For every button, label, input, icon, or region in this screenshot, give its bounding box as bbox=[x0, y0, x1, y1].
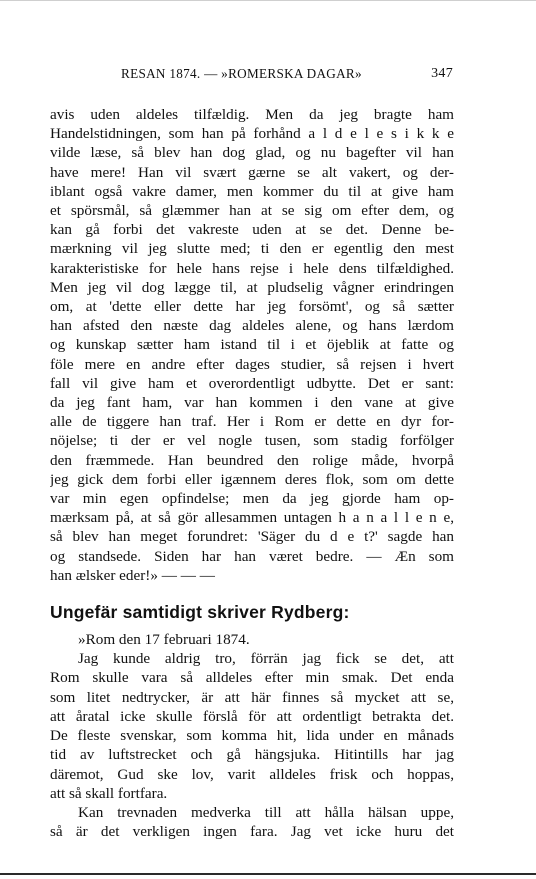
text-line: mærkning vil jeg slutte med; ti den er egentlig den mest bbox=[50, 240, 454, 258]
text-line: Men jeg vil dog lægge til, at pludselig vågner erindringen bbox=[50, 278, 454, 296]
text-line: nöjelse; ti der er vel nogle tusen, som stadig forfölger bbox=[50, 432, 454, 450]
page-number: 347 bbox=[431, 66, 453, 81]
text-line: tid av luftstrecket och gå hängsjuka. Hitintills har jag bbox=[50, 746, 454, 764]
paragraph-rydberg-letter bbox=[50, 649, 454, 803]
page-body bbox=[50, 105, 454, 841]
text-line: Kan trevnaden medverka till att hålla hälsan uppe, bbox=[78, 803, 454, 821]
text-line: mærksam på, at så gör allesammen untagen h a n a l l e n e, bbox=[50, 509, 454, 527]
text-line: iblant også vakre damer, men kommer du til at give ham bbox=[50, 182, 454, 200]
text-line: avis uden aldeles tilfældig. Men da jeg bragte ham bbox=[50, 106, 454, 123]
text-line: et spörsmål, så glæmmer han at se sig om efter dem, og bbox=[50, 202, 454, 220]
text-line: föle mere en andre efter dages studier, så rejsen i hvert bbox=[50, 355, 454, 373]
text-line: vilde læse, så blev han dog glad, og nu bagefter vil han bbox=[50, 144, 454, 162]
text-line: have mere! Han vil svært gærne se alt vakert, og der- bbox=[50, 163, 454, 181]
text-line: han ælsker eder!» — — — bbox=[50, 566, 215, 584]
text-line: om, at 'dette eller dette har jeg forsömt', og så sætter bbox=[50, 298, 454, 316]
text-line: kan gå forbi det vakreste uden at se det. Denne be- bbox=[50, 221, 454, 239]
paragraph-continuation bbox=[50, 803, 454, 841]
running-title: RESAN 1874. — »ROMERSKA DAGAR» bbox=[121, 66, 362, 81]
text-line: fall vil give ham et overordentligt udbytte. Det er sant: bbox=[50, 374, 454, 392]
paragraph-letter-continuation bbox=[50, 105, 454, 585]
text-line: att så skall fortfara. bbox=[50, 784, 168, 802]
text-line: den fræmmede. Han beundred den rolige måde, hvorpå bbox=[50, 451, 454, 469]
text-line: og kunskap sætter ham istand til i et öjeblik at fatte og bbox=[50, 336, 454, 354]
text-line: däremot, Gud ske lov, varit alldeles frisk och hoppas, bbox=[50, 765, 454, 783]
text-line: så är det verkligen ingen fara. Jag vet icke huru det bbox=[50, 823, 454, 841]
text-line: De fleste svenskar, som komma hit, lida under en månads bbox=[50, 727, 454, 745]
text-line: han afsted den næste dag aldeles alene, og hans lærdom bbox=[50, 317, 454, 335]
running-header bbox=[121, 66, 453, 88]
text-line: Jag kunde aldrig tro, förrän jag fick se det, att bbox=[78, 650, 454, 668]
text-line: Rom skulle vara så alldeles efter min smak. Det enda bbox=[50, 669, 454, 687]
text-line: var min egen opfindelse; men da jeg gjorde ham op- bbox=[50, 490, 454, 508]
text-line: som litet nedtrycker, är att här finnes så mycket att se, bbox=[50, 688, 454, 706]
text-line: da jeg fant ham, var han kommen i den vane at give bbox=[50, 394, 454, 412]
text-line: Handelstidningen, som han på forhånd a l d e l e s i k k e bbox=[50, 125, 454, 143]
text-line: og standsede. Siden har han været bedre. — Æn som bbox=[50, 547, 454, 565]
text-line: att åratal icke skulle förslå för att ordentligt betrakta det. bbox=[50, 707, 454, 725]
text-line: så blev han meget forundret: 'Säger du d e t?' sagde han bbox=[50, 528, 454, 546]
text-line: alle de tiggere han traf. Her i Rom er dette en dyr for- bbox=[50, 413, 454, 431]
section-heading: Ungefär samtidigt skriver Rydberg: bbox=[50, 602, 350, 623]
text-line: karakteristiske for hele hans rejse i hele dens tilfældighed. bbox=[50, 259, 454, 277]
text-line: jeg gick dem forbi eller igænnem deres flok, som om dette bbox=[50, 470, 454, 488]
bottom-edge-rule bbox=[0, 873, 536, 875]
top-edge-rule bbox=[0, 0, 536, 1]
letter-dateline: »Rom den 17 februari 1874. bbox=[78, 631, 250, 649]
